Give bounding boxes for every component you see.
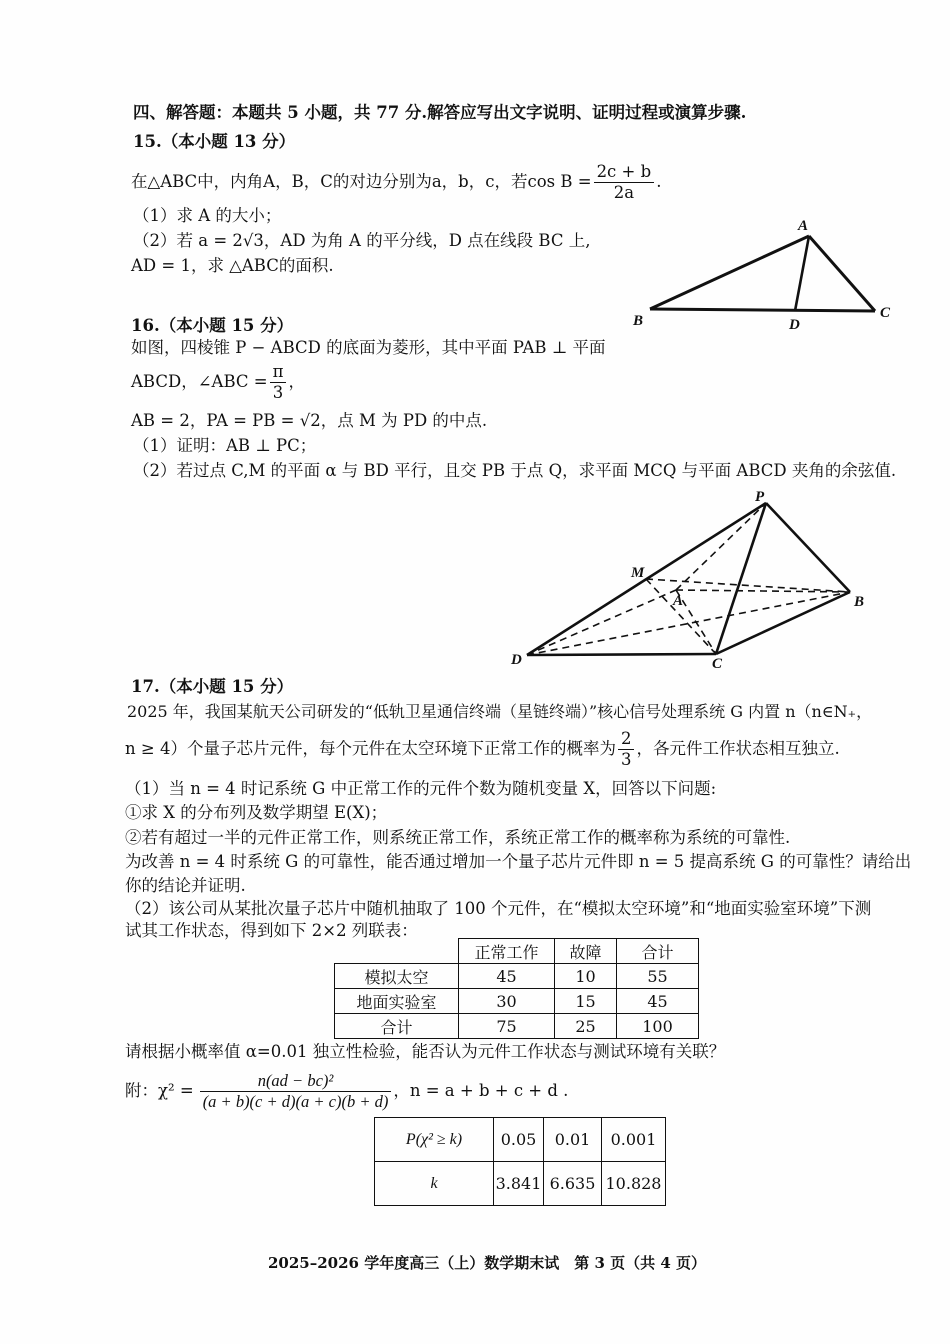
q16-line3: AB = 2，PA = PB = √2，点 M 为 PD 的中点. bbox=[131, 411, 488, 430]
q17-fraction bbox=[618, 729, 635, 770]
q17-sub2b: 为改善 n = 4 时系统 G 的可靠性，能否通过增加一个量子芯片元件即 n = 5 提高系统 G 的可靠性？请给出 bbox=[125, 852, 912, 871]
q15-line1: 在△ABC中，内角A，B，C的对边分别为a，b，c，若cos B = bbox=[131, 172, 592, 191]
q15-title: 15.（本小题 13 分） bbox=[133, 132, 296, 151]
table-header-cell: 正常工作 bbox=[459, 939, 555, 964]
table-cell: 100 bbox=[617, 1014, 699, 1039]
fig16-label-d: D bbox=[511, 652, 522, 668]
chi-square-formula bbox=[125, 1068, 568, 1114]
k-row bbox=[375, 1162, 666, 1206]
q16-line1: 如图，四棱锥 P − ABCD 的底面为菱形，其中平面 PAB ⊥ 平面 bbox=[131, 338, 606, 357]
fig16-label-a: A bbox=[673, 593, 684, 609]
table-cell: 45 bbox=[459, 964, 555, 989]
table-row bbox=[335, 989, 699, 1014]
formula-fraction bbox=[200, 1071, 392, 1112]
q17-part1: （1）当 n = 4 时记系统 G 中正常工作的元件个数为随机变量 X，回答以下问题: bbox=[125, 779, 717, 798]
table-cell: 25 bbox=[555, 1014, 617, 1039]
formula-num: n(ad − bc)² bbox=[200, 1071, 392, 1092]
table-cell: 15 bbox=[555, 989, 617, 1014]
q17-part2a: （2）该公司从某批次量子芯片中随机抽取了 100 个元件，在“模拟太空环境”和“地面实验室环境”下测 bbox=[125, 899, 872, 918]
fig15-label-b: B bbox=[633, 313, 644, 329]
chi-square-critical-table bbox=[374, 1117, 666, 1206]
table-header-row bbox=[335, 939, 699, 964]
table-header-cell: 合计 bbox=[617, 939, 699, 964]
q17-line2a: n ≥ 4）个量子芯片元件，每个元件在太空环境下正常工作的概率为 bbox=[125, 739, 616, 758]
q16-part2: （2）若过点 C,M 的平面 α 与 BD 平行，且交 PB 于点 Q，求平面 MCQ 与平面 ABCD 夹角的余弦值. bbox=[133, 461, 897, 480]
q17-sub1: ①求 X 的分布列及数学期望 E(X)； bbox=[125, 803, 388, 822]
q17-question: 请根据小概率值 α=0.01 独立性检验，能否认为元件工作状态与测试环境有关联？ bbox=[125, 1042, 726, 1061]
table-cell: 75 bbox=[459, 1014, 555, 1039]
formula-den: (a + b)(c + d)(a + c)(b + d) bbox=[202, 1092, 389, 1111]
q17-sub2c: 你的结论并证明. bbox=[125, 876, 246, 895]
prob-cell: 0.01 bbox=[544, 1118, 602, 1162]
q17-part2b: 试其工作状态，得到如下 2×2 列联表： bbox=[125, 921, 418, 940]
fig16-label-p: P bbox=[755, 489, 765, 505]
q15-part2b: AD = 1，求 △ABC的面积. bbox=[131, 256, 334, 275]
page-footer: 2025–2026 学年度高三（上）数学期末试 第 3 页（共 4 页） bbox=[268, 1254, 706, 1272]
contingency-table bbox=[334, 938, 699, 1039]
q15-line1-end: . bbox=[656, 172, 662, 191]
prob-row bbox=[375, 1118, 666, 1162]
q17-title: 17.（本小题 15 分） bbox=[131, 677, 294, 696]
prob-header-cell: P(χ² ≥ k) bbox=[375, 1118, 494, 1162]
q17-sub2: ②若有超过一半的元件正常工作，则系统正常工作，系统正常工作的概率称为系统的可靠性. bbox=[125, 828, 791, 847]
table-cell: 10 bbox=[555, 964, 617, 989]
formula-label: 附：χ² = bbox=[125, 1081, 194, 1100]
fig15-label-d: D bbox=[789, 317, 800, 333]
q17-frac-den: 3 bbox=[620, 750, 632, 769]
table-cell: 模拟太空 bbox=[335, 964, 459, 989]
q16-part1: （1）证明：AB ⊥ PC； bbox=[133, 436, 317, 455]
k-header-cell: k bbox=[375, 1162, 494, 1206]
table-corner-cell bbox=[335, 939, 459, 964]
q17-frac-num: 2 bbox=[618, 729, 635, 750]
table-cell: 地面实验室 bbox=[335, 989, 459, 1014]
q16-line2-end: ， bbox=[288, 372, 305, 391]
k-cell: 10.828 bbox=[602, 1162, 666, 1206]
fig16-label-m: M bbox=[631, 565, 645, 581]
q17-line2-end: ，各元件工作状态相互独立. bbox=[636, 739, 840, 758]
q16-title: 16.（本小题 15 分） bbox=[131, 316, 294, 335]
fig16-label-c: C bbox=[712, 656, 723, 672]
prob-cell: 0.001 bbox=[602, 1118, 666, 1162]
fig15-label-a: A bbox=[798, 218, 809, 234]
table-row bbox=[335, 964, 699, 989]
k-cell: 6.635 bbox=[544, 1162, 602, 1206]
q15-part2a: （2）若 a = 2√3，AD 为角 A 的平分线，D 点在线段 BC 上, bbox=[133, 231, 591, 250]
q16-line2a: ABCD，∠ABC = bbox=[131, 372, 268, 391]
formula-tail: ，n = a + b + c + d . bbox=[393, 1081, 569, 1100]
table-row bbox=[335, 1014, 699, 1039]
q15-part1: （1）求 A 的大小； bbox=[133, 206, 282, 225]
table-header-cell: 故障 bbox=[555, 939, 617, 964]
table-cell: 45 bbox=[617, 989, 699, 1014]
prob-cell: 0.05 bbox=[494, 1118, 544, 1162]
table-cell: 合计 bbox=[335, 1014, 459, 1039]
k-cell: 3.841 bbox=[494, 1162, 544, 1206]
q17-line1: 2025 年，我国某航天公司研发的“低轨卫星通信终端（星链终端）”核心信号处理系统 G 内置 n（n∈N₊， bbox=[127, 702, 873, 721]
q17-line2 bbox=[125, 727, 840, 771]
table-cell: 30 bbox=[459, 989, 555, 1014]
q16-frac-num: π bbox=[270, 362, 287, 383]
q15-frac-den: 2a bbox=[613, 183, 635, 202]
fig16-label-b: B bbox=[854, 594, 865, 610]
q16-frac-den: 3 bbox=[272, 383, 284, 402]
section-header: 四、解答题：本题共 5 小题，共 77 分.解答应写出文字说明、证明过程或演算步骤. bbox=[133, 103, 747, 122]
q15-frac-num: 2c + b bbox=[594, 162, 655, 183]
table-cell: 55 bbox=[617, 964, 699, 989]
fig15-label-c: C bbox=[880, 305, 891, 321]
